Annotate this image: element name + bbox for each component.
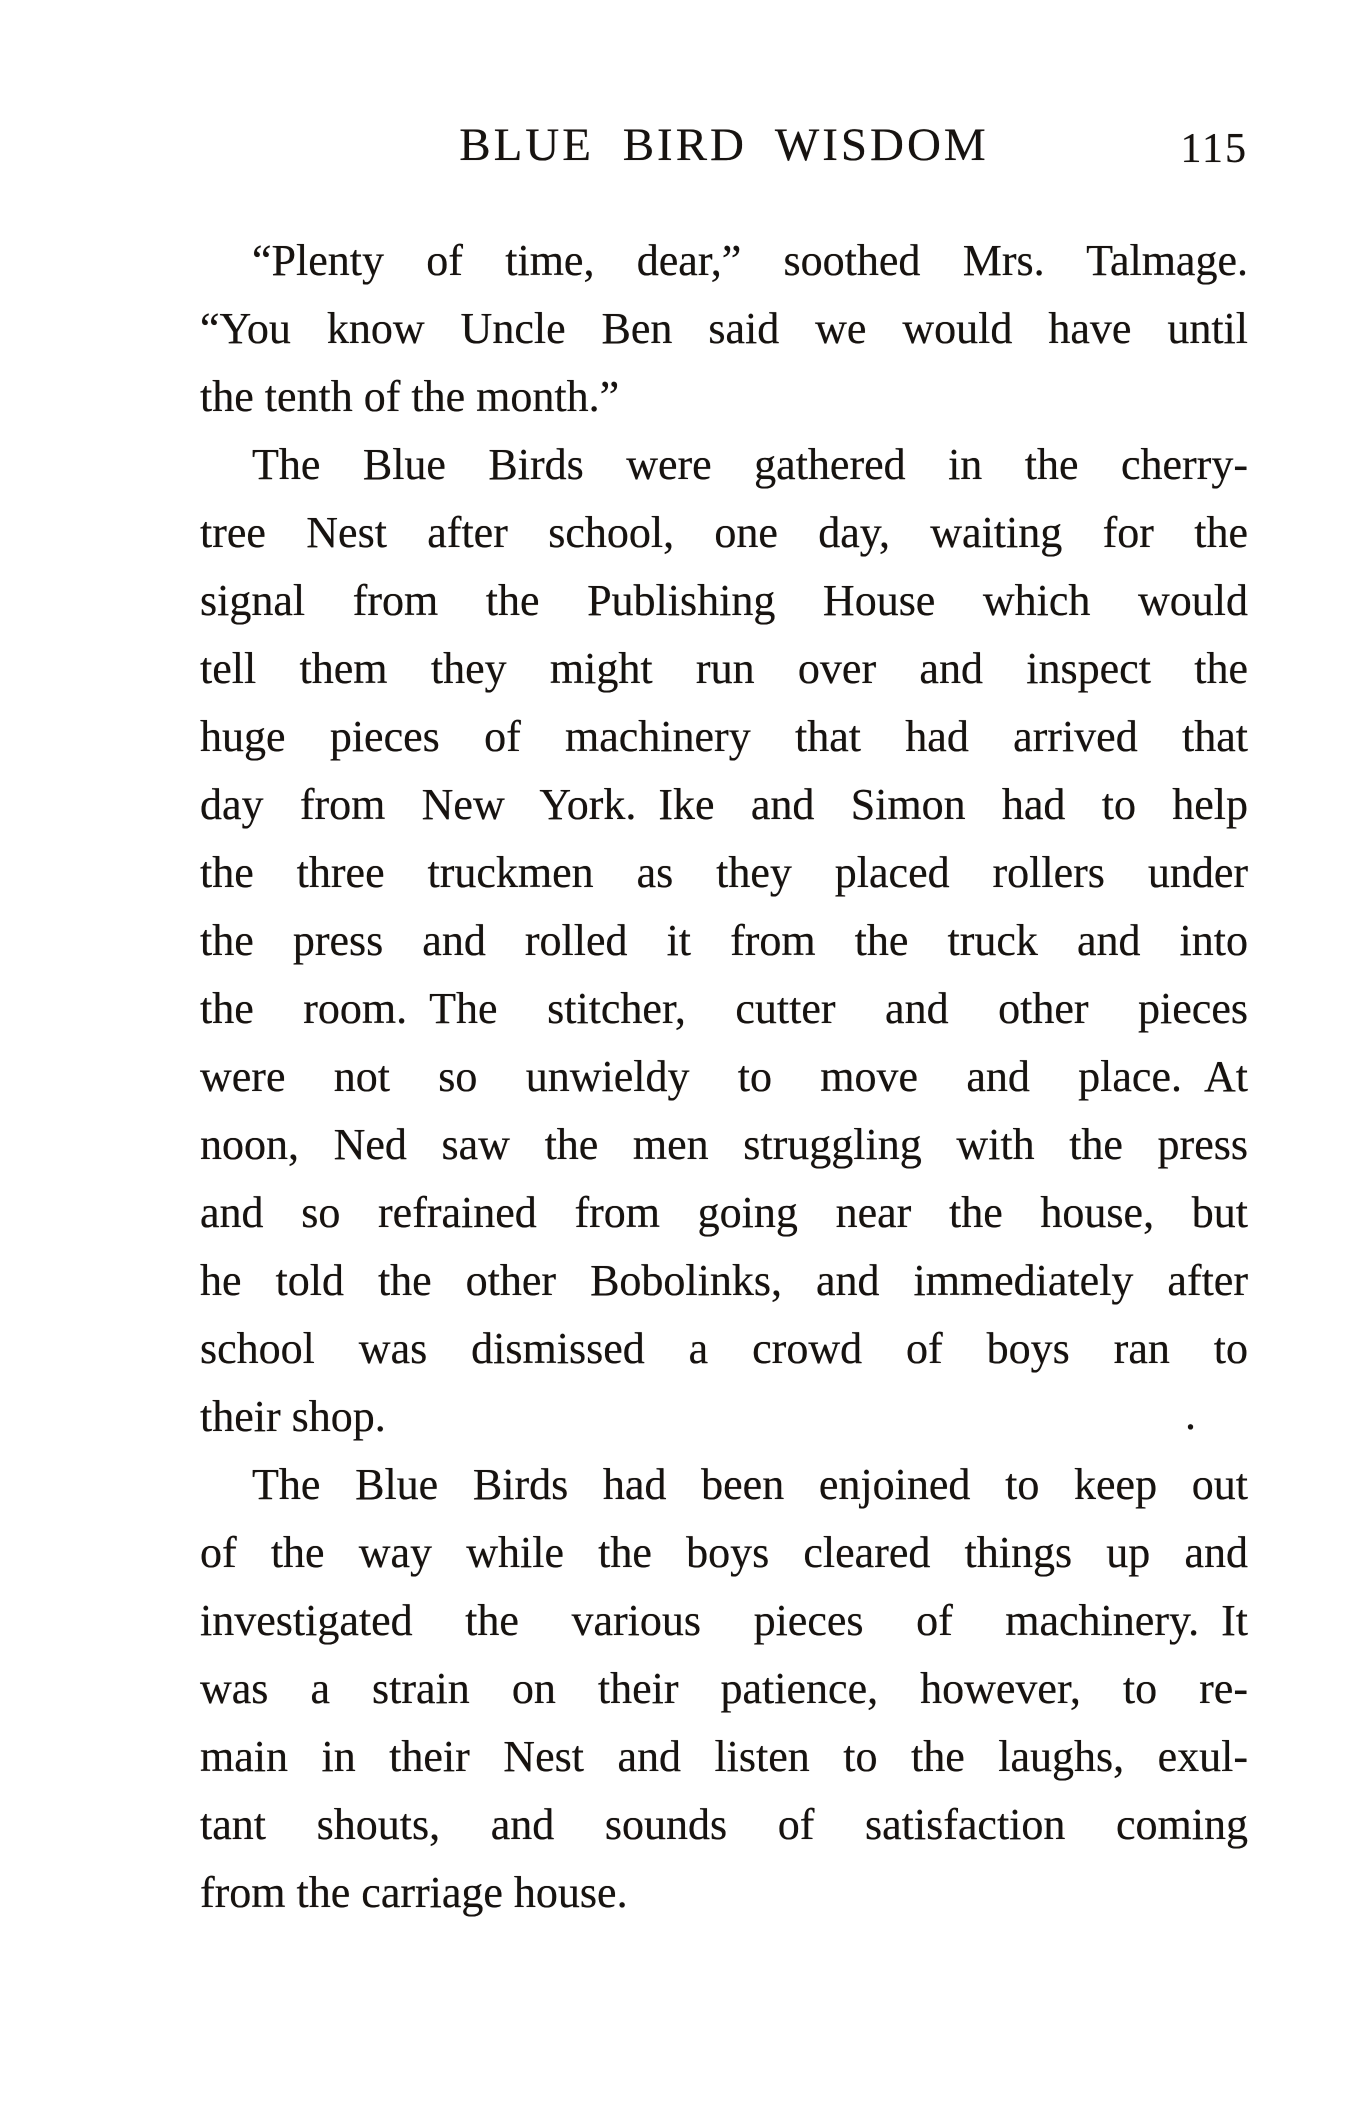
text-line: noon, Ned saw the men struggling with the press <box>200 1120 1248 1169</box>
text-line: tree Nest after school, one day, waiting for the <box>200 508 1248 557</box>
text-line: the tenth of the month.” <box>200 372 620 421</box>
text-line: their shop. . <box>200 1383 1248 1451</box>
text-line: huge pieces of machinery that had arrived that <box>200 712 1248 761</box>
page-number: 115 <box>1180 126 1248 172</box>
running-head-title: BLUE BIRD WISDOM <box>459 119 989 171</box>
text-line: he told the other Bobolinks, and immediately after <box>200 1256 1248 1305</box>
text-line: tant shouts, and sounds of satisfaction coming <box>200 1800 1248 1849</box>
text-line: the three truckmen as they placed rollers under <box>200 848 1248 897</box>
text-line: The Blue Birds were gathered in the cherry- <box>252 440 1248 489</box>
text-line: “Plenty of time, dear,” soothed Mrs. Talmage. <box>252 236 1248 285</box>
text-line: investigated the various pieces of machinery. It <box>200 1596 1248 1645</box>
text-line: were not so unwieldy to move and place. At <box>200 1052 1248 1101</box>
page-body <box>200 227 1248 1927</box>
text-line: the press and rolled it from the truck and into <box>200 916 1248 965</box>
text-line: of the way while the boys cleared things up and <box>200 1528 1248 1577</box>
text-line: signal from the Publishing House which would <box>200 576 1248 625</box>
text-line: “You know Uncle Ben said we would have until <box>200 304 1248 353</box>
text-line: the room. The stitcher, cutter and other pieces <box>200 984 1248 1033</box>
text-line: main in their Nest and listen to the laughs, exul- <box>200 1732 1248 1781</box>
text-line: school was dismissed a crowd of boys ran to <box>200 1324 1248 1373</box>
text-line: was a strain on their patience, however, to re- <box>200 1664 1248 1713</box>
text-line: tell them they might run over and inspect the <box>200 644 1248 693</box>
text-line: and so refrained from going near the house, but <box>200 1188 1248 1237</box>
text-line: from the carriage house. <box>200 1868 628 1917</box>
text-line: The Blue Birds had been enjoined to keep out <box>252 1460 1248 1509</box>
stray-period-mark: . <box>1185 1390 1196 1439</box>
text-line: day from New York. Ike and Simon had to help <box>200 780 1248 829</box>
